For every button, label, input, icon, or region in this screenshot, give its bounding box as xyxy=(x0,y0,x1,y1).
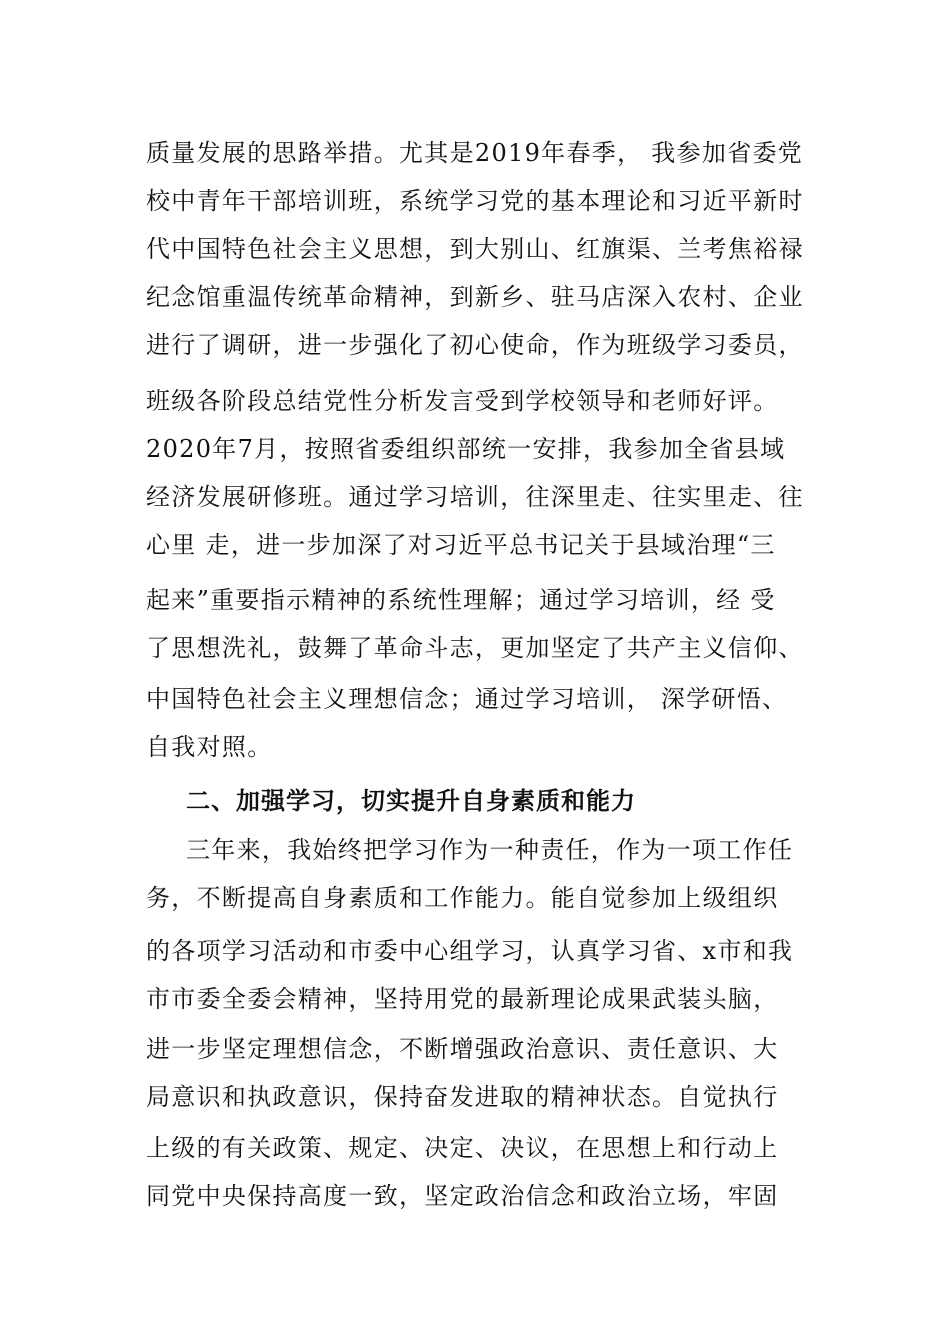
paragraph-line: 的各项学习活动和市委中心组学习，认真学习省、x市和我 xyxy=(146,937,794,965)
paragraph-line: 经济发展研修班。通过学习培训，往深里走、往实里走、往 xyxy=(146,483,804,511)
paragraph-line: 同党中央保持高度一致，坚定政治信念和政治立场，牢固 xyxy=(146,1182,779,1210)
paragraph-line: 务，不断提高自身素质和工作能力。能自觉参加上级组织 xyxy=(146,884,779,912)
paragraph-line: 了思想洗礼，鼓舞了革命斗志，更加坚定了共产主义信仰、 xyxy=(146,634,804,662)
paragraph-line: 局意识和执政意识，保持奋发进取的精神状态。自觉执行 xyxy=(146,1083,779,1111)
paragraph-line: 起来”重要指示精神的系统性理解；通过学习培训，经 受 xyxy=(146,586,776,614)
paragraph-line: 校中青年干部培训班，系统学习党的基本理论和习近平新时 xyxy=(146,187,804,215)
paragraph-line: 班级各阶段总结党性分析发言受到学校领导和老师好评。 xyxy=(146,387,779,415)
paragraph-line: 进一步坚定理想信念，不断增强政治意识、责任意识、大 xyxy=(146,1035,779,1063)
paragraph-line: 上级的有关政策、规定、决定、决议，在思想上和行动上 xyxy=(146,1134,779,1162)
section-heading: 二、加强学习，切实提升自身素质和能力 xyxy=(186,786,636,815)
paragraph-line: 三年来，我始终把学习作为一种责任，作为一项工作任 xyxy=(186,836,794,864)
paragraph-line: 质量发展的思路举措。尤其是2019年春季， 我参加省委党 xyxy=(146,139,804,167)
paragraph-line: 进行了调研，进一步强化了初心使命，作为班级学习委员， xyxy=(146,331,804,359)
paragraph-line: 纪念馆重温传统革命精神，到新乡、驻马店深入农村、企业 xyxy=(146,283,804,311)
paragraph-line: 代中国特色社会主义思想，到大别山、红旗渠、兰考焦裕禄 xyxy=(146,235,804,263)
paragraph-line: 市市委全委会精神，坚持用党的最新理论成果武装头脑， xyxy=(146,985,779,1013)
paragraph-line: 2020年7月，按照省委组织部统一安排，我参加全省县域 xyxy=(146,435,786,463)
paragraph-line: 自我对照。 xyxy=(146,733,273,761)
paragraph-line: 心里 走，进一步加深了对习近平总书记关于县域治理“三 xyxy=(146,531,776,559)
paragraph-line: 中国特色社会主义理想信念；通过学习培训， 深学研悟、 xyxy=(146,685,788,713)
